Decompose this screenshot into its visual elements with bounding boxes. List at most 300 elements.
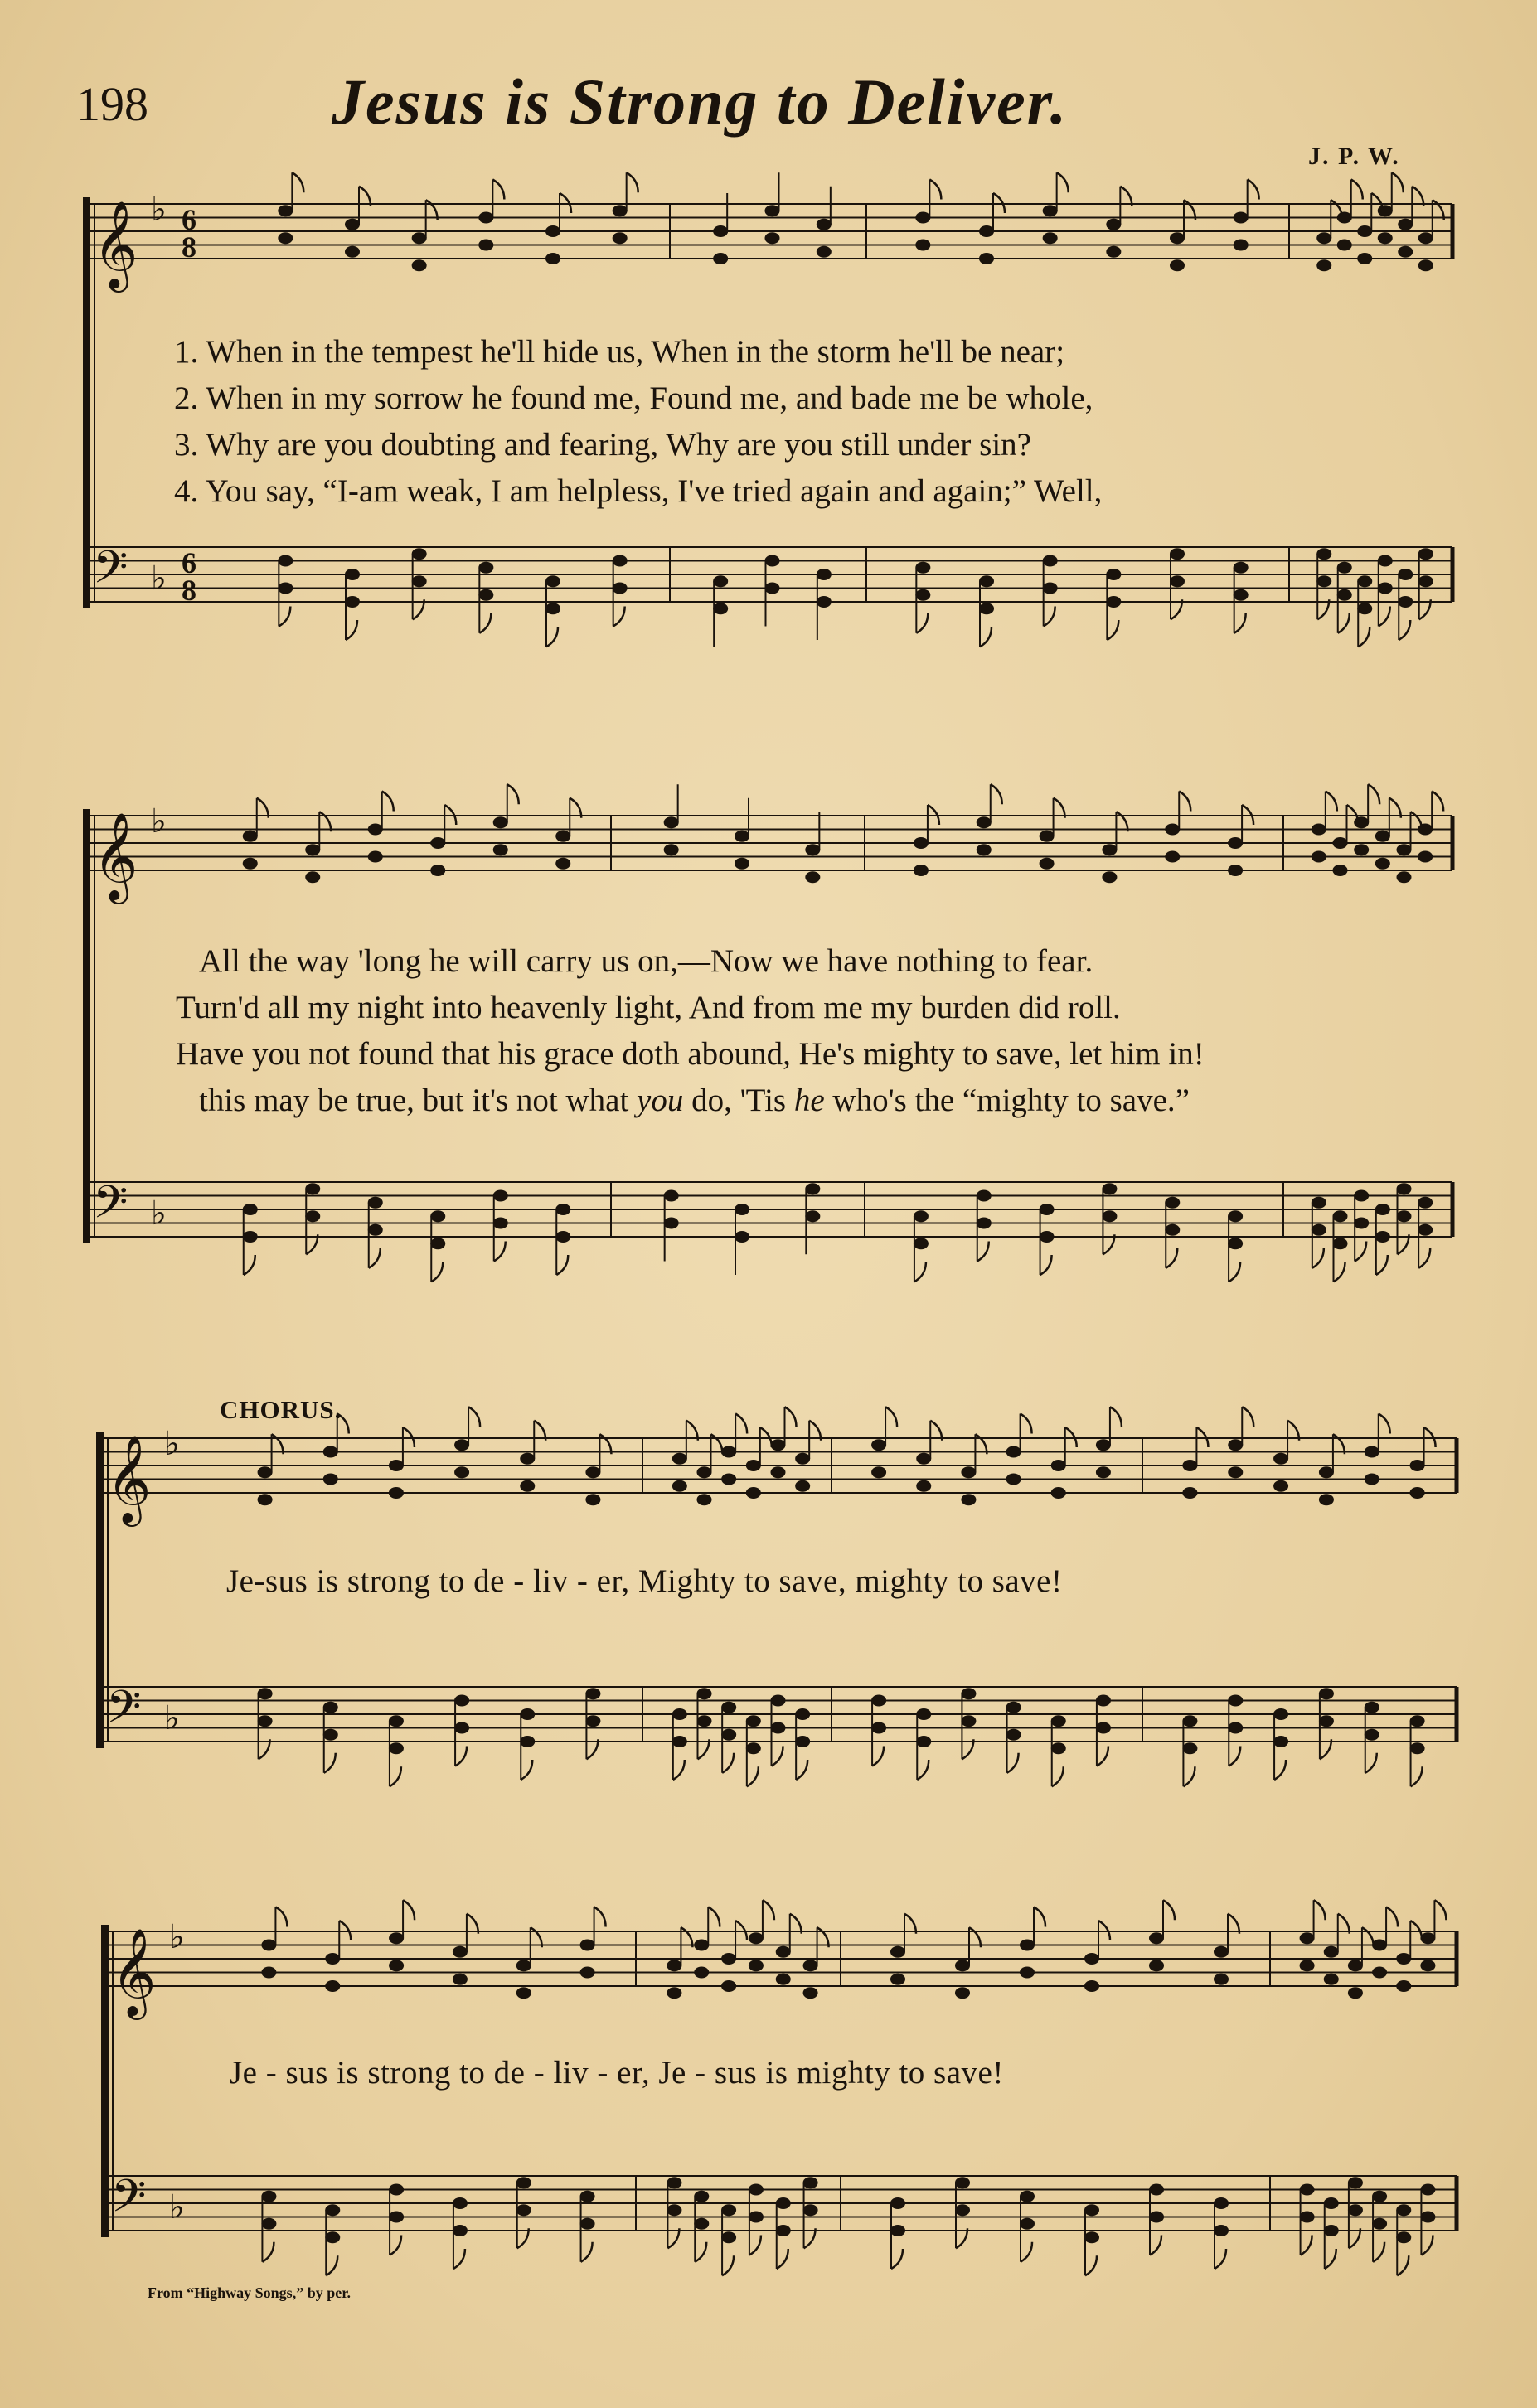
note-head xyxy=(1337,589,1352,601)
note-flag xyxy=(749,2236,761,2255)
page-number: 198 xyxy=(76,77,148,131)
note-head xyxy=(430,865,445,876)
note-head xyxy=(261,2218,276,2230)
note-head xyxy=(1228,837,1243,849)
note-head xyxy=(776,1974,791,1985)
note-head xyxy=(1084,1980,1099,1992)
note-head xyxy=(1051,1487,1066,1499)
note-head xyxy=(1214,1946,1229,1958)
note-head xyxy=(955,2177,970,2188)
note-head xyxy=(915,212,930,224)
note-head xyxy=(278,232,293,244)
note-head xyxy=(915,589,930,601)
note-head xyxy=(771,1439,786,1451)
note-head xyxy=(1106,246,1121,258)
note-head xyxy=(1348,2177,1363,2188)
note-head xyxy=(1398,246,1413,258)
note-head xyxy=(871,1439,886,1451)
note-head xyxy=(1333,837,1348,849)
note-head xyxy=(672,1708,687,1720)
note-flag xyxy=(1397,2255,1409,2275)
note-head xyxy=(1149,2184,1164,2196)
note-head xyxy=(389,1960,404,1971)
note-head xyxy=(1418,851,1433,863)
note-flag xyxy=(1234,613,1246,633)
note-head xyxy=(1357,253,1372,264)
note-head xyxy=(454,1439,469,1451)
note-head xyxy=(697,1466,712,1478)
note-head xyxy=(1418,575,1433,587)
note-head xyxy=(1378,555,1393,567)
note-head xyxy=(1420,2212,1435,2223)
note-head xyxy=(1006,1729,1021,1741)
note-flag xyxy=(1085,2255,1097,2275)
note-flag xyxy=(1163,1900,1175,1920)
note-head xyxy=(1354,1190,1369,1202)
note-head xyxy=(890,2197,905,2209)
note-head xyxy=(478,212,493,224)
note-head xyxy=(1312,851,1326,863)
note-head xyxy=(1372,2191,1387,2202)
note-head xyxy=(516,2204,531,2216)
note-head xyxy=(325,1953,340,1965)
note-head xyxy=(1375,1204,1390,1215)
note-flag xyxy=(1097,1747,1108,1766)
note-head xyxy=(305,844,320,855)
note-head xyxy=(1319,1688,1334,1699)
note-flag xyxy=(244,1255,255,1275)
note-flag xyxy=(1242,1407,1253,1427)
note-head xyxy=(795,1736,810,1747)
note-head xyxy=(345,246,360,258)
note-head xyxy=(713,603,728,614)
note-head xyxy=(1396,1953,1411,1965)
note-head xyxy=(1170,259,1185,271)
note-flag xyxy=(1373,2242,1384,2262)
flat-sign: ♭ xyxy=(151,802,167,841)
note-head xyxy=(1106,569,1121,580)
note-head xyxy=(1006,1446,1021,1458)
note-head xyxy=(278,583,293,594)
note-flag xyxy=(292,172,303,192)
note-head xyxy=(1378,583,1393,594)
note-head xyxy=(916,1480,931,1492)
note-flag xyxy=(1274,1760,1286,1780)
note-flag xyxy=(1248,180,1259,200)
note-flag xyxy=(507,784,519,804)
verse-2-line-1: 2. When in my sorrow he found me, Found me, and bade me be whole, xyxy=(174,380,1093,416)
note-flag xyxy=(1183,1766,1195,1786)
note-head xyxy=(1106,219,1121,230)
time-signature-top: 6 xyxy=(182,546,196,579)
note-flag xyxy=(980,627,992,647)
note-head xyxy=(453,2225,468,2236)
note-head xyxy=(1040,1204,1055,1215)
note-head xyxy=(454,1695,469,1707)
note-head xyxy=(1324,1946,1339,1958)
note-head xyxy=(261,1967,276,1979)
note-flag xyxy=(1229,1747,1240,1766)
note-head xyxy=(1333,1210,1348,1222)
note-head xyxy=(803,2204,818,2216)
note-head xyxy=(890,2225,905,2236)
note-head xyxy=(454,1722,469,1734)
note-head xyxy=(1365,1702,1379,1713)
note-flag xyxy=(1110,1407,1122,1427)
note-head xyxy=(1006,1474,1021,1485)
chorus-lyrics-2: Je - sus is strong to de - liv - er, Je - sus is mighty to save! xyxy=(230,2055,1004,2091)
note-head xyxy=(1372,1940,1387,1951)
note-head xyxy=(1273,1480,1288,1492)
note-head xyxy=(694,1940,709,1951)
note-head xyxy=(478,562,493,574)
note-head xyxy=(914,1238,929,1249)
bass-clef: 𝄢 xyxy=(93,540,128,605)
note-head xyxy=(1165,1197,1180,1209)
note-head xyxy=(430,1210,445,1222)
note-head xyxy=(746,1460,761,1471)
note-head xyxy=(1418,232,1433,244)
note-flag xyxy=(275,1907,287,1927)
note-head xyxy=(368,1224,383,1236)
note-head xyxy=(1324,2225,1339,2236)
note-flag xyxy=(695,2242,706,2262)
note-head xyxy=(977,1190,992,1202)
note-head xyxy=(1228,1238,1243,1249)
note-flag xyxy=(479,613,491,633)
note-head xyxy=(1410,1715,1425,1727)
note-head xyxy=(1234,589,1249,601)
note-head xyxy=(1418,259,1433,271)
note-flag xyxy=(1355,1242,1366,1262)
note-head xyxy=(672,1480,687,1492)
note-head xyxy=(664,844,679,855)
note-head xyxy=(672,1453,687,1465)
note-head xyxy=(1396,1980,1411,1992)
note-head xyxy=(1418,548,1433,560)
note-head xyxy=(345,569,360,580)
note-head xyxy=(977,816,992,828)
note-flag xyxy=(1301,2236,1312,2255)
note-head xyxy=(453,1974,468,1985)
note-head xyxy=(672,1736,687,1747)
verse-3-line-1: 3. Why are you doubting and fearing, Why are you still under sin? xyxy=(174,427,1031,463)
note-head xyxy=(412,575,427,587)
verse-1-line-2: All the way 'long he will carry us on,—Now we have nothing to fear. xyxy=(199,943,1093,979)
note-head xyxy=(478,240,493,251)
note-head xyxy=(1357,225,1372,237)
note-head xyxy=(1228,865,1243,876)
note-flag xyxy=(991,784,1002,804)
note-flag xyxy=(1107,620,1118,640)
note-head xyxy=(817,246,832,258)
note-head xyxy=(961,1466,976,1478)
note-head xyxy=(735,858,749,870)
note-head xyxy=(795,1453,810,1465)
note-head xyxy=(977,1218,992,1229)
note-head xyxy=(817,596,832,608)
note-head xyxy=(1084,1953,1099,1965)
note-head xyxy=(721,2204,736,2216)
note-head xyxy=(1043,555,1058,567)
note-head xyxy=(412,548,427,560)
note-head xyxy=(585,1494,600,1505)
note-head xyxy=(345,596,360,608)
note-head xyxy=(765,583,780,594)
note-head xyxy=(694,2191,709,2202)
note-head xyxy=(305,1210,320,1222)
note-flag xyxy=(262,2242,274,2262)
verse-4-line-1: 4. You say, “I-am weak, I am helpless, I've tried again and again;” Well, xyxy=(174,473,1103,509)
note-head xyxy=(803,1987,818,1999)
note-flag xyxy=(914,1262,926,1282)
note-head xyxy=(1228,1439,1243,1451)
note-head xyxy=(1051,1460,1066,1471)
note-head xyxy=(1312,1197,1326,1209)
note-head xyxy=(516,1960,531,1971)
time-signature-bottom: 8 xyxy=(182,230,196,264)
note-head xyxy=(694,1967,709,1979)
note-flag xyxy=(1376,1255,1388,1275)
note-head xyxy=(721,1446,736,1458)
note-head xyxy=(803,2177,818,2188)
note-head xyxy=(1418,1224,1433,1236)
note-flag xyxy=(1034,1907,1045,1927)
note-head xyxy=(1228,1466,1243,1478)
note-head xyxy=(1397,871,1412,883)
note-head xyxy=(430,837,445,849)
note-head xyxy=(776,2225,791,2236)
note-head xyxy=(1149,1932,1164,1944)
note-head xyxy=(613,205,628,216)
note-flag xyxy=(1379,607,1390,627)
note-flag xyxy=(1166,1248,1177,1268)
note-head xyxy=(1170,548,1185,560)
note-head xyxy=(664,1218,679,1229)
note-head xyxy=(721,1980,736,1992)
note-head xyxy=(1214,2197,1229,2209)
note-flag xyxy=(521,1760,532,1780)
note-head xyxy=(1043,205,1058,216)
note-head xyxy=(325,1980,340,1992)
note-head xyxy=(1273,1736,1288,1747)
note-head xyxy=(545,225,560,237)
note-head xyxy=(1228,1695,1243,1707)
note-flag xyxy=(1326,792,1337,812)
note-head xyxy=(1316,575,1331,587)
flat-sign: ♭ xyxy=(169,2188,185,2227)
note-flag xyxy=(1351,180,1363,200)
note-head xyxy=(1102,871,1117,883)
note-head xyxy=(278,555,293,567)
note-head xyxy=(1348,1960,1363,1971)
note-flag xyxy=(613,607,625,627)
note-flag xyxy=(708,1907,720,1927)
flat-sign: ♭ xyxy=(151,1194,167,1233)
note-head xyxy=(721,1729,736,1741)
note-head xyxy=(979,253,994,264)
note-head xyxy=(1040,831,1055,842)
note-head xyxy=(1418,824,1433,836)
note-head xyxy=(368,1197,383,1209)
note-flag xyxy=(977,1242,989,1262)
note-head xyxy=(1214,2225,1229,2236)
note-head xyxy=(765,232,780,244)
note-flag xyxy=(627,172,638,192)
note-flag xyxy=(872,1747,884,1766)
note-head xyxy=(795,1708,810,1720)
note-head xyxy=(412,232,427,244)
note-head xyxy=(1378,205,1393,216)
note-flag xyxy=(722,2255,734,2275)
note-head xyxy=(805,871,820,883)
note-head xyxy=(1365,1474,1379,1485)
note-head xyxy=(805,1183,820,1194)
note-head xyxy=(1300,2212,1315,2223)
note-head xyxy=(1324,1974,1339,1985)
note-head xyxy=(776,1946,791,1958)
note-head xyxy=(1337,212,1352,224)
note-head xyxy=(1319,1715,1334,1727)
note-head xyxy=(979,575,994,587)
note-head xyxy=(721,1953,736,1965)
note-head xyxy=(1354,816,1369,828)
note-head xyxy=(1149,1960,1164,1971)
note-flag xyxy=(390,2236,401,2255)
note-flag xyxy=(1007,1753,1019,1773)
note-flag xyxy=(1044,607,1055,627)
note-head xyxy=(1375,1231,1390,1243)
note-head xyxy=(243,831,258,842)
note-head xyxy=(1420,1960,1435,1971)
note-head xyxy=(697,1688,712,1699)
note-head xyxy=(493,816,508,828)
time-signature-top: 6 xyxy=(182,203,196,236)
note-head xyxy=(1398,596,1413,608)
note-head xyxy=(914,865,929,876)
note-head xyxy=(961,1715,976,1727)
note-head xyxy=(1337,240,1352,251)
note-head xyxy=(1319,1494,1334,1505)
note-head xyxy=(493,844,508,855)
note-flag xyxy=(1334,1262,1345,1282)
note-head xyxy=(1234,562,1249,574)
note-head xyxy=(323,1729,338,1741)
note-head xyxy=(1410,1487,1425,1499)
note-head xyxy=(1102,1210,1117,1222)
note-flag xyxy=(735,1414,747,1434)
note-head xyxy=(1165,1224,1180,1236)
note-head xyxy=(1170,575,1185,587)
time-signature-bottom: 8 xyxy=(182,574,196,607)
note-flag xyxy=(1179,792,1190,812)
note-head xyxy=(1040,858,1055,870)
note-head xyxy=(697,1494,712,1505)
note-flag xyxy=(763,1900,774,1920)
note-head xyxy=(871,1722,886,1734)
note-head xyxy=(1182,1460,1197,1471)
bass-clef: 𝄢 xyxy=(111,2169,147,2234)
note-head xyxy=(735,1231,749,1243)
note-head xyxy=(771,1466,786,1478)
note-flag xyxy=(453,2249,465,2269)
note-head xyxy=(389,1715,404,1727)
note-head xyxy=(771,1722,786,1734)
note-head xyxy=(664,816,679,828)
note-head xyxy=(585,1688,600,1699)
note-head xyxy=(914,1210,929,1222)
note-head xyxy=(585,1715,600,1727)
note-head xyxy=(258,1494,273,1505)
bass-clef: 𝄢 xyxy=(106,1680,142,1745)
note-head xyxy=(1397,844,1412,855)
note-head xyxy=(520,1708,535,1720)
note-head xyxy=(1006,1702,1021,1713)
verse-4-line-2: this may be true, but it's not what you do, 'Tis he who's the “mighty to save.” xyxy=(199,1083,1190,1118)
note-flag xyxy=(673,1760,685,1780)
note-head xyxy=(555,831,570,842)
note-head xyxy=(961,1494,976,1505)
note-head xyxy=(545,575,560,587)
note-head xyxy=(955,1987,970,1999)
note-flag xyxy=(492,180,504,200)
note-head xyxy=(1375,831,1390,842)
note-flag xyxy=(1432,792,1443,812)
note-head xyxy=(1312,1224,1326,1236)
note-head xyxy=(667,2177,681,2188)
note-flag xyxy=(1040,1255,1052,1275)
note-head xyxy=(746,1742,761,1754)
note-flag xyxy=(1325,2249,1336,2269)
note-head xyxy=(871,1695,886,1707)
note-head xyxy=(613,583,628,594)
note-head xyxy=(1365,1446,1379,1458)
note-head xyxy=(1420,1932,1435,1944)
note-head xyxy=(1319,1466,1334,1478)
note-flag xyxy=(546,627,558,647)
note-head xyxy=(258,1466,273,1478)
note-head xyxy=(914,837,929,849)
note-flag xyxy=(1434,1900,1446,1920)
chorus-label: CHORUS. xyxy=(220,1395,342,1424)
note-head xyxy=(1300,1960,1315,1971)
note-head xyxy=(1316,232,1331,244)
note-head xyxy=(1234,212,1249,224)
note-head xyxy=(1096,1466,1111,1478)
note-head xyxy=(746,1715,761,1727)
note-head xyxy=(323,1702,338,1713)
note-head xyxy=(713,253,728,264)
note-head xyxy=(977,844,992,855)
note-flag xyxy=(581,2242,593,2262)
note-head xyxy=(1020,2218,1035,2230)
note-flag xyxy=(494,1242,506,1262)
note-head xyxy=(817,219,832,230)
note-head xyxy=(453,2197,468,2209)
note-head xyxy=(915,240,930,251)
source-note: From “Highway Songs,” by per. xyxy=(148,2284,352,2301)
note-head xyxy=(1102,1183,1117,1194)
note-head xyxy=(389,2212,404,2223)
note-head xyxy=(454,1466,469,1478)
note-flag xyxy=(796,1760,807,1780)
note-head xyxy=(916,1736,931,1747)
flat-sign: ♭ xyxy=(151,560,167,598)
treble-clef: 𝄞 xyxy=(93,200,138,288)
note-head xyxy=(453,1946,468,1958)
note-head xyxy=(713,225,728,237)
note-flag xyxy=(1312,1248,1324,1268)
